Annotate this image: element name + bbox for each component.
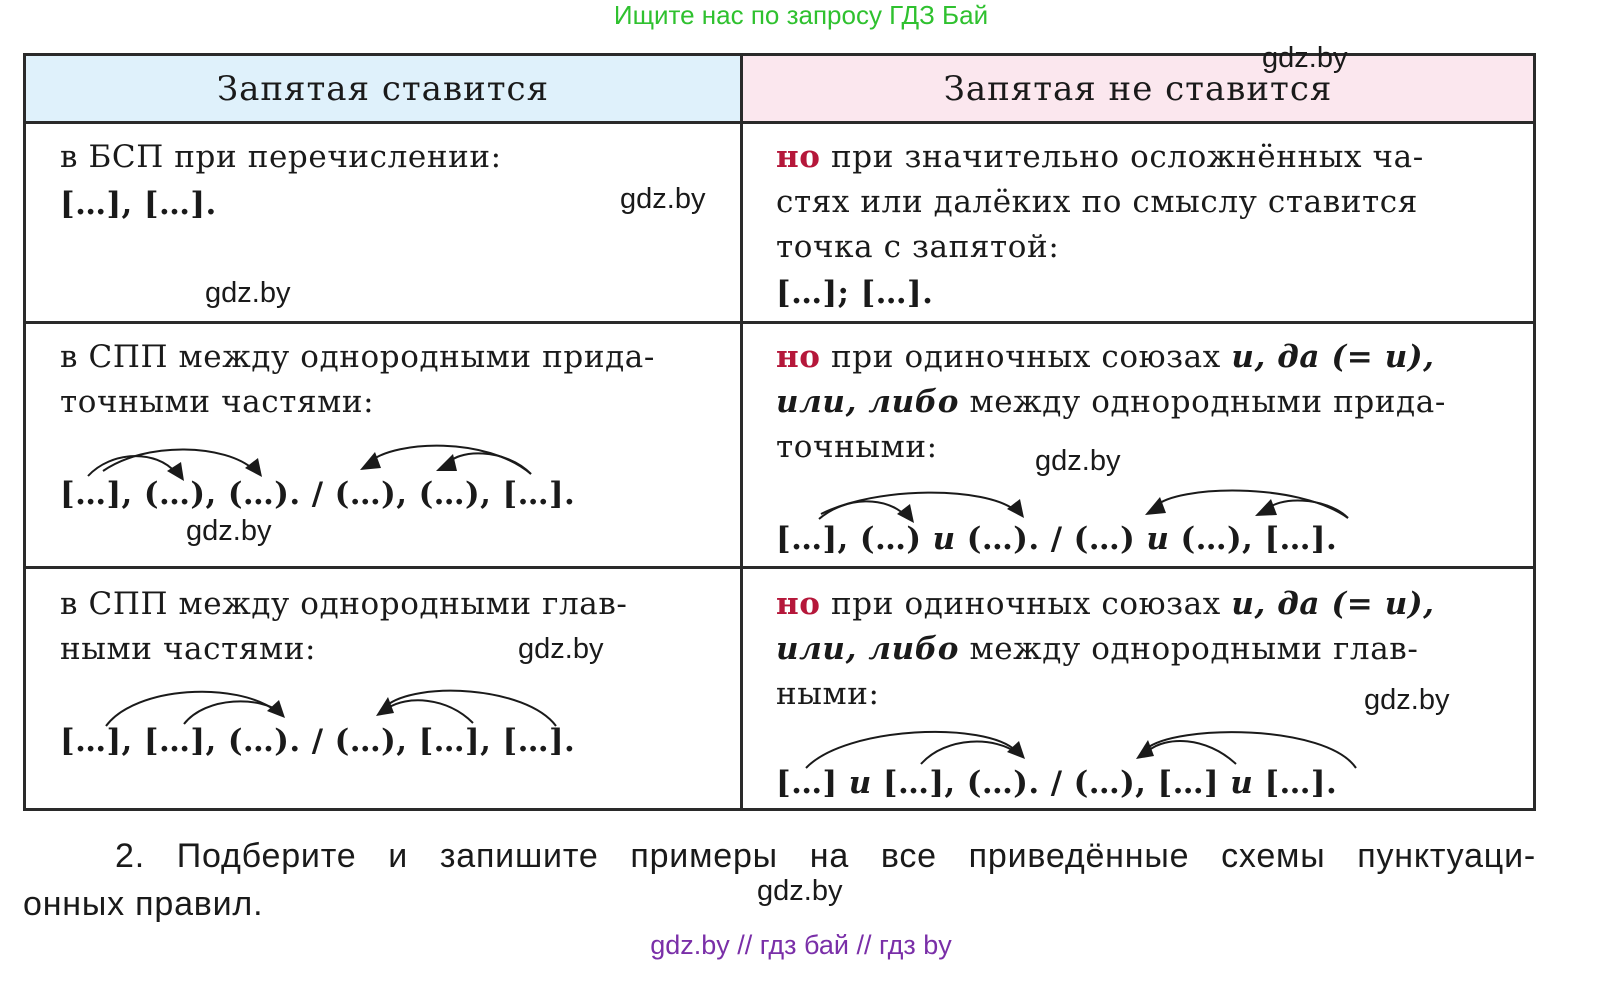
top-banner: Ищите нас по запросу ГДЗ Бай bbox=[613, 0, 989, 30]
row1-right-scheme: […]; […]. bbox=[776, 275, 934, 311]
row3-right-line1: но при одиночных союзах и, да (= и), bbox=[776, 586, 1435, 622]
row3-left-scheme: […], […], (…). / (…), […], […]. bbox=[60, 723, 576, 759]
row1-left-text: в БСП при перечислении: bbox=[60, 139, 502, 175]
row1-right-line1: но при значительно осложнённых ча- bbox=[776, 139, 1424, 175]
header-comma-not-placed: Запятая не ставится bbox=[743, 56, 1533, 121]
keyword-but: но bbox=[776, 586, 821, 622]
watermark: gdz.by bbox=[1262, 42, 1348, 74]
keyword-but: но bbox=[776, 339, 821, 375]
watermark: gdz.by bbox=[205, 277, 291, 309]
row3-left-line2: ными частями: bbox=[60, 631, 317, 667]
header-comma-placed: Запятая ставится bbox=[26, 56, 740, 121]
row2-right-scheme: […], (…) и (…). / (…) и (…), […]. bbox=[776, 521, 1338, 557]
row2-left-line2: точными частями: bbox=[60, 384, 375, 420]
row2-left-scheme: […], (…), (…). / (…), (…), […]. bbox=[60, 476, 576, 512]
row3-right-line2: или, либо между однородными глав- bbox=[776, 631, 1419, 667]
row3-right-line3: ными: bbox=[776, 676, 880, 712]
row3-right-arrows bbox=[26, 56, 1533, 814]
task-paragraph bbox=[23, 832, 1536, 928]
watermark: gdz.by bbox=[1035, 445, 1121, 477]
watermark: gdz.by bbox=[1364, 684, 1450, 716]
row1-right-line3: точка с запятой: bbox=[776, 229, 1060, 265]
row3-left-line1: в СПП между однородными глав- bbox=[60, 586, 628, 622]
row2-left-line1: в СПП между однородными прида- bbox=[60, 339, 655, 375]
task-line1: 2. Подберите и запишите примеры на все приведённые схемы пунктуаци- bbox=[115, 837, 1536, 875]
row1-right-line2: стях или далёких по смыслу ставится bbox=[776, 184, 1418, 220]
keyword-but: но bbox=[776, 139, 821, 175]
watermark: gdz.by bbox=[757, 875, 843, 907]
watermark: gdz.by bbox=[518, 633, 604, 665]
punctuation-table bbox=[23, 53, 1536, 811]
row2-right-line1: но при одиночных союзах и, да (= и), bbox=[776, 339, 1435, 375]
row3-right-scheme: […] и […], (…). / (…), […] и […]. bbox=[776, 765, 1338, 801]
row2-right-line2: или, либо между однородными прида- bbox=[776, 384, 1446, 420]
row1-left-scheme: […], […]. bbox=[60, 186, 217, 222]
watermark: gdz.by bbox=[620, 183, 706, 215]
task-line2: онных правил. bbox=[23, 885, 264, 923]
watermark: gdz.by bbox=[186, 515, 272, 547]
footer-links: gdz.by // гдз бай // гдз by bbox=[650, 930, 952, 960]
row2-right-line3: точными: bbox=[776, 429, 938, 465]
